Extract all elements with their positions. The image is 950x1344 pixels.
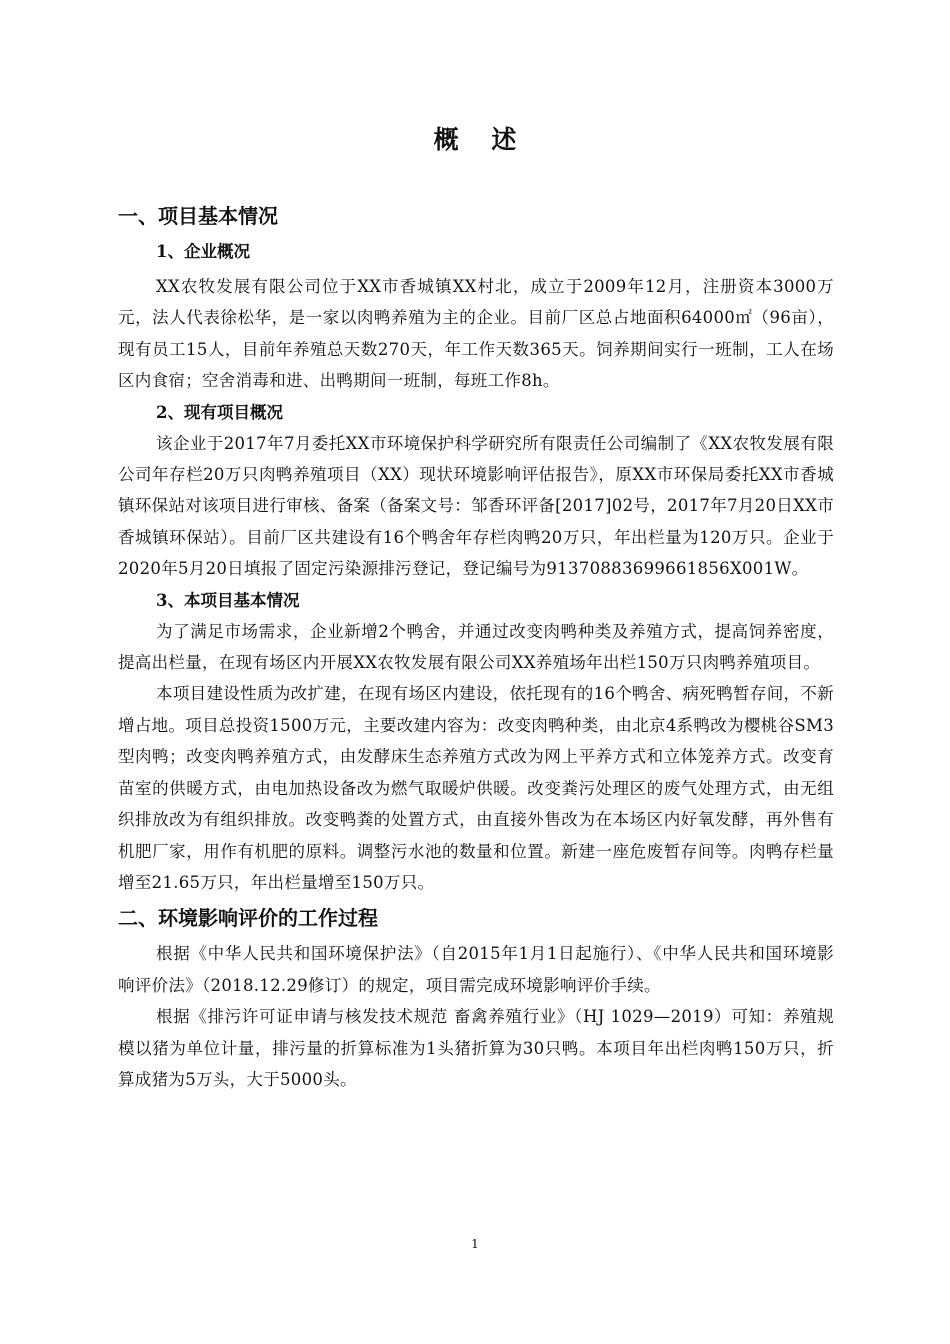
paragraph-current-project-details: 本项目建设性质为改扩建，在现有场区内建设，依托现有的16个鸭舍、病死鸭暂存间，不新增占地。项目总投资1500万元，主要改建内容为：改变肉鸭种类，由北京4系鸭改为樱桃谷SM3型肉鸭；改变肉鸭养殖方式，由发酵床生态养殖方式改为网上平养方式和立体笼养方式。改变育苗室的供暖方式，由电加热设备改为燃气取暖炉供暖。改变粪污处理区的废气处理方式，由无组织排放改为有组织排放。改变鸭粪的处置方式，由直接外售改为在本场区内好氧发酵，再外售有机肥厂家，用作有机肥的原料。调整污水池的数量和位置。新建一座危废暂存间等。肉鸭存栏量增至21.65万只，年出栏量增至150万只。	[118, 684, 834, 892]
page-number: 1	[471, 1237, 479, 1251]
subsection-heading-current-project: 3、本项目基本情况	[156, 590, 300, 610]
paragraph-eia-permit-standard: 根据《排污许可证申请与核发技术规范 畜禽养殖行业》（HJ 1029—2019）可知：养殖规模以猪为单位计量，排污量的折算标准为1头猪折算为30只鸭。本项目年出栏肉鸭150万只，折算成猪为5万头，大于5000头。	[118, 1007, 834, 1089]
page-title: 概 述	[433, 125, 529, 154]
document-body	[118, 196, 834, 1095]
subsection-heading-existing-project: 2、现有项目概况	[156, 402, 283, 422]
paragraph-eia-law: 根据《中华人民共和国环境保护法》（自2015年1月1日起施行）、《中华人民共和国环境影响评价法》（2018.12.29修订）的规定，项目需完成环境影响评价手续。	[118, 944, 834, 995]
paragraph-current-project-purpose: 为了满足市场需求，企业新增2个鸭舍，并通过改变肉鸭种类及养殖方式，提高饲养密度，提高出栏量，在现有场区内开展XX农牧发展有限公司XX养殖场年出栏150万只肉鸭养殖项目。	[118, 621, 834, 673]
paragraph-company-overview: XX农牧发展有限公司位于XX市香城镇XX村北，成立于2009年12月，注册资本3000万元，法人代表徐松华，是一家以肉鸭养殖为主的企业。目前厂区总占地面积64000㎡（96亩），现有员工15人，目前年养殖总天数270天，年工作天数365天。饲养期间实行一班制，工人在场区内食宿；空舍消毒和进、出鸭期间一班制，每班工作8h。	[118, 277, 834, 391]
paragraph-existing-project: 该企业于2017年7月委托XX市环境保护科学研究所有限责任公司编制了《XX农牧发展有限公司年存栏20万只肉鸭养殖项目（XX）现状环境影响评估报告》，原XX市环保局委托XX市香城镇环保站对该项目进行审核、备案（备案文号：邹香环评备[2017]02号，2017年7月20日XX市香城镇环保站）。目前厂区共建设有16个鸭舍年存栏肉鸭20万只，年出栏量为120万只。企业于2020年5月20日填报了固定污染源排污登记，登记编号为91370883699661856X001W。	[118, 433, 834, 579]
subsection-heading-company-overview: 1、企业概况	[156, 242, 250, 261]
section-heading-basic-info: 一、项目基本情况	[118, 204, 278, 228]
section-heading-eia-process: 二、环境影响评价的工作过程	[118, 906, 378, 931]
